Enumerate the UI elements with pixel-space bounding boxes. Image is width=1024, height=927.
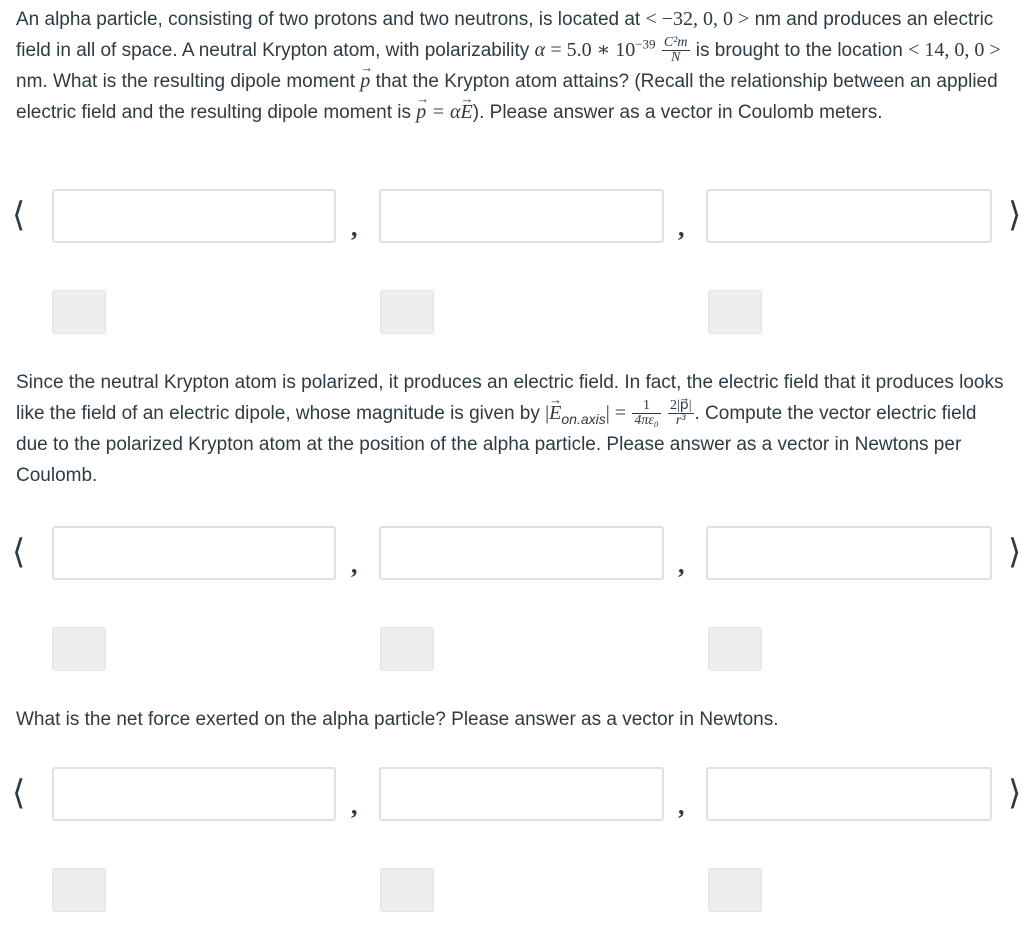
q1-y-status-indicator: [380, 290, 434, 334]
dipole-vector-symbol: → p: [360, 66, 370, 97]
q3-y-input[interactable]: [379, 767, 664, 821]
answer-row-1: [0, 189, 1024, 247]
unit-denominator: N: [671, 50, 681, 66]
vector-open-bracket: ⟨: [12, 775, 26, 812]
q1-part6: ). Please answer as a vector in Coulomb meters.: [472, 102, 883, 123]
fraction1-denominator: 4πε₀: [634, 413, 659, 429]
vector-open-bracket: ⟨: [12, 197, 26, 234]
q1-part3: is brought to the location: [695, 40, 903, 61]
vector-close-bracket: ⟩: [1008, 534, 1022, 571]
equation-p: → p: [416, 97, 426, 128]
q1-intro: An alpha particle, consisting of two protons and two neutrons, is located at: [16, 9, 641, 30]
coulomb-constant-fraction: [632, 399, 660, 428]
q2-z-status-indicator: [708, 627, 762, 671]
vector-open-bracket: ⟨: [12, 534, 26, 571]
fraction2-denominator: r³: [675, 413, 686, 429]
field-symbol: → E: [549, 398, 561, 429]
q1-z-input[interactable]: [706, 189, 992, 243]
q2-z-input[interactable]: [706, 526, 992, 580]
question-2-text: [16, 367, 1006, 491]
vector-comma: ,: [351, 213, 358, 242]
q1-part5: that the Krypton atom attains? (Recall the relationship between an applied electric field and the resulting dipole moment is: [16, 71, 998, 123]
q1-y-input[interactable]: [379, 189, 664, 243]
q3-x-input[interactable]: [52, 767, 336, 821]
q2-x-input[interactable]: [52, 526, 336, 580]
q1-z-status-indicator: [708, 290, 762, 334]
field-subscript: on.axis: [561, 410, 606, 427]
q3-x-status-indicator: [52, 868, 106, 912]
vector-close-bracket: ⟩: [1008, 197, 1022, 234]
vector-comma: ,: [678, 791, 685, 820]
q2-y-status-indicator: [380, 627, 434, 671]
polarizability-unit: [662, 36, 690, 65]
q2-part2: . Compute the vector electric field due to the polarized Krypton atom at the position of the alpha particle. Please answer as a vector in Newtons per Coulomb.: [16, 403, 977, 486]
answer-row-2: [0, 526, 1024, 584]
question-3-text: [16, 704, 1006, 735]
polarizability-value: = 5.0 ∗ 10: [550, 39, 636, 61]
equation-middle: = α: [431, 101, 461, 123]
q1-x-status-indicator: [52, 290, 106, 334]
krypton-location: < 14, 0, 0 >: [908, 39, 1001, 61]
vector-comma: ,: [351, 550, 358, 579]
q3-y-status-indicator: [380, 868, 434, 912]
question-1-text: [16, 4, 1006, 128]
q3-z-input[interactable]: [706, 767, 992, 821]
q2-y-input[interactable]: [379, 526, 664, 580]
vector-close-bracket: ⟩: [1008, 775, 1022, 812]
polarizability-exponent: −39: [635, 36, 656, 52]
q1-x-input[interactable]: [52, 189, 336, 243]
vector-comma: ,: [351, 791, 358, 820]
fraction1-numerator: 1: [632, 399, 660, 414]
equation-E: → E: [461, 97, 473, 128]
answer-row-3: [0, 767, 1024, 825]
vector-comma: ,: [678, 550, 685, 579]
q1-part2: nm and produces an electric field in all of space. A neutral Krypton atom, with polarizability: [16, 9, 994, 61]
q3-intro: What is the net force exerted on the alpha particle? Please answer as a vector in Newtons.: [16, 709, 779, 730]
vector-comma: ,: [678, 213, 685, 242]
abs-close: | =: [605, 402, 627, 424]
unit-numerator: C²m: [663, 35, 688, 51]
polarizability-symbol: α: [534, 39, 546, 61]
dipole-fraction: [668, 399, 694, 428]
fraction2-numerator: 2|p⃗|: [670, 398, 692, 414]
alpha-location: < −32, 0, 0 >: [645, 8, 750, 30]
abs-open: |: [545, 402, 550, 424]
q3-z-status-indicator: [708, 868, 762, 912]
q2-intro: Since the neutral Krypton atom is polarized, it produces an electric field. In fact, the electric field that it produces looks like the field of an electric dipole, whose magnitude is given by: [16, 372, 1004, 424]
q2-x-status-indicator: [52, 627, 106, 671]
q1-part4: nm. What is the resulting dipole moment: [16, 71, 355, 92]
